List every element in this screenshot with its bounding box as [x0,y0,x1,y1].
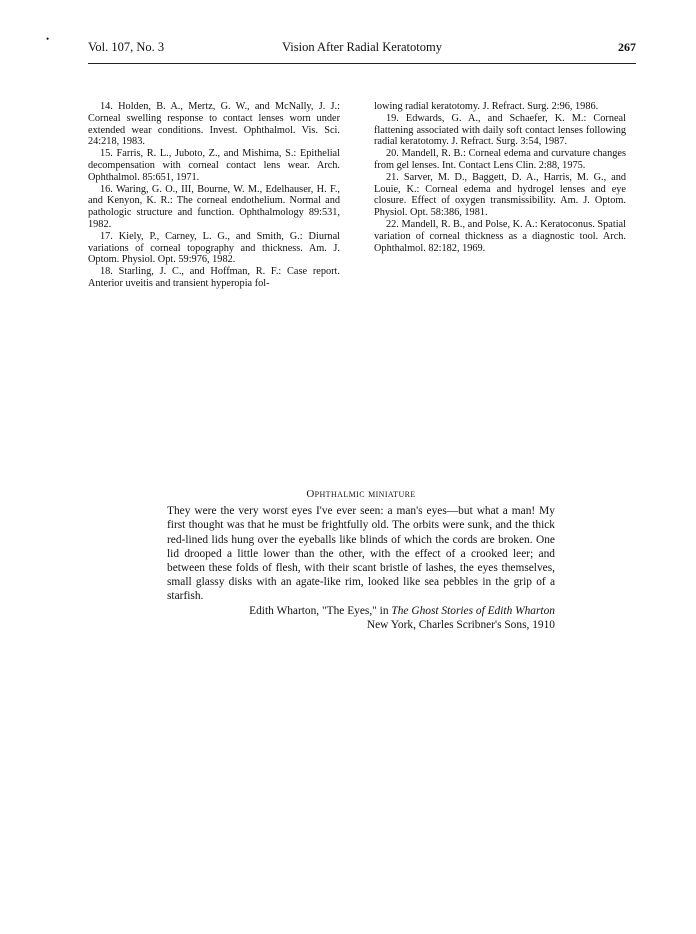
reference-22: 22. Mandell, R. B., and Polse, K. A.: Keratoconus. Spatial variation of corneal thickness as a diagnostic tool. Arch. Ophthalmol. 82:182, 1969. [374,218,626,254]
attribution-publisher: New York, Charles Scribner's Sons, 1910 [366,618,555,631]
reference-19: 19. Edwards, G. A., and Schaefer, K. M.: Corneal flattening associated with daily soft contact lenses following radial keratotomy. J. Refract. Surg. 3:54, 1987. [374,112,626,148]
reference-18-continued: lowing radial keratotomy. J. Refract. Surg. 2:96, 1986. [374,101,599,112]
reference-14: 14. Holden, B. A., Mertz, G. W., and McNally, J. J.: Corneal swelling response to contact lenses worn under extended wear conditions. Invest. Ophthalmol. Vis. Sci. 24:218, 1983. [88,101,340,148]
references-column-right [374,101,626,254]
reference-21: 21. Sarver, M. D., Baggett, D. A., Harris, M. G., and Louie, K.: Corneal edema and hydrogel lenses and eye closure. Effect of oxygen transmissibility. Am. J. Optom. Physiol. Opt. 58:386, 1981. [374,171,626,219]
running-header [88,40,636,62]
reference-15: 15. Farris, R. L., Juboto, Z., and Mishima, S.: Epithelial decompensation with corneal contact lens wear. Arch. Ophthalmol. 85:651, 1971. [88,148,340,183]
header-rule [88,63,636,64]
reference-18: 18. Starling, J. C., and Hoffman, R. F.: Case report. Anterior uveitis and transient hyperopia fol- [88,266,340,289]
margin-mark: • [46,34,50,44]
attribution-author: Edith Wharton, "The Eyes," in [249,604,392,617]
references-column-left [88,101,340,290]
miniature-title [167,487,555,502]
attribution-book: The Ghost Stories of Edith Wharton [391,604,555,617]
reference-20: 20. Mandell, R. B.: Corneal edema and curvature changes from gel lenses. Int. Contact Lens Clin. 2:88, 1975. [374,148,626,171]
page-number: 267 [618,40,636,54]
reference-16: 16. Waring, G. O., III, Bourne, W. M., Edelhauser, H. F., and Kenyon, K. R.: The corneal endothelium. Normal and pathologic structure and function. Ophthalmology 89:531, 1982. [88,183,340,230]
miniature-attribution [167,604,555,618]
miniature-title-text: Ophthalmic miniature [306,488,416,500]
miniature-quote: They were the very worst eyes I've ever seen: a man's eyes—but what a man! My first thought was that he must be frightfully old. The orbits were sunk, and the thick red-lined lids hung over the eyeballs like blinds of which the cords are broken. One lid drooped a little lower than the other, with the effect of a crooked leer; and between these folds of flesh, with their scant bristle of lashes, the eyes themselves, small glassy disks with an agate-like rim, looked like sea pebbles in the grip of a starfish. [167,505,555,603]
journal-volume: Vol. 107, No. 3 [88,40,165,54]
reference-17: 17. Kiely, P., Carney, L. G., and Smith, G.: Diurnal variations of corneal topography and thickness. Am. J. Optom. Physiol. Opt. 59:976, 1982. [88,230,340,266]
article-title: Vision After Radial Keratotomy [282,40,442,54]
ophthalmic-miniature [167,487,555,632]
